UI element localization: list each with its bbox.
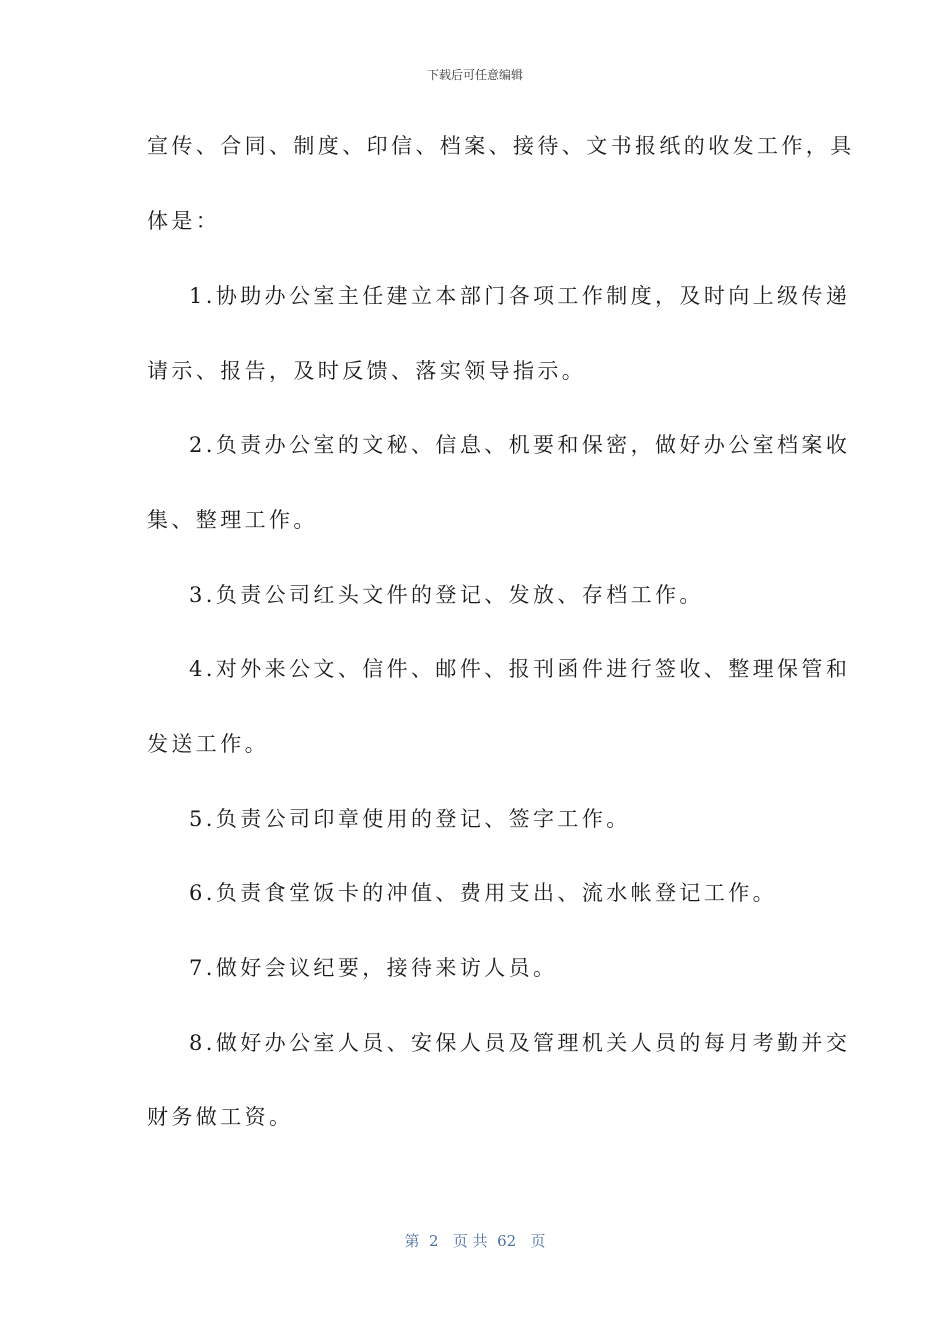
list-item-1: 1.协助办公室主任建立本部门各项工作制度，及时向上级传递 — [189, 284, 851, 308]
list-item-4: 4.对外来公文、信件、邮件、报刊函件进行签收、整理保管和 — [189, 657, 851, 681]
text-line: 请示、报告，及时反馈、落实领导指示。 — [147, 359, 587, 383]
list-item-3: 3.负责公司红头文件的登记、发放、存档工作。 — [189, 583, 704, 607]
page-number-footer: 第 2 页 共 62 页 — [404, 1232, 546, 1250]
text-line: 体是： — [147, 209, 221, 233]
text-line: 发送工作。 — [147, 732, 269, 756]
list-item-8: 8.做好办公室人员、安保人员及管理机关人员的每月考勤并交 — [189, 1031, 851, 1055]
list-item-2: 2.负责办公室的文秘、信息、机要和保密，做好办公室档案收 — [189, 433, 851, 457]
text-line: 宣传、合同、制度、印信、档案、接待、文书报纸的收发工作，具 — [147, 134, 855, 158]
list-item-7: 7.做好会议纪要，接待来访人员。 — [189, 956, 558, 980]
list-item-5: 5.负责公司印章使用的登记、签字工作。 — [189, 807, 631, 831]
text-line: 财务做工资。 — [147, 1105, 294, 1129]
text-line: 集、整理工作。 — [147, 508, 318, 532]
list-item-6: 6.负责食堂饭卡的冲值、费用支出、流水帐登记工作。 — [189, 881, 778, 905]
page-header: 下载后可任意编辑 — [426, 68, 523, 82]
